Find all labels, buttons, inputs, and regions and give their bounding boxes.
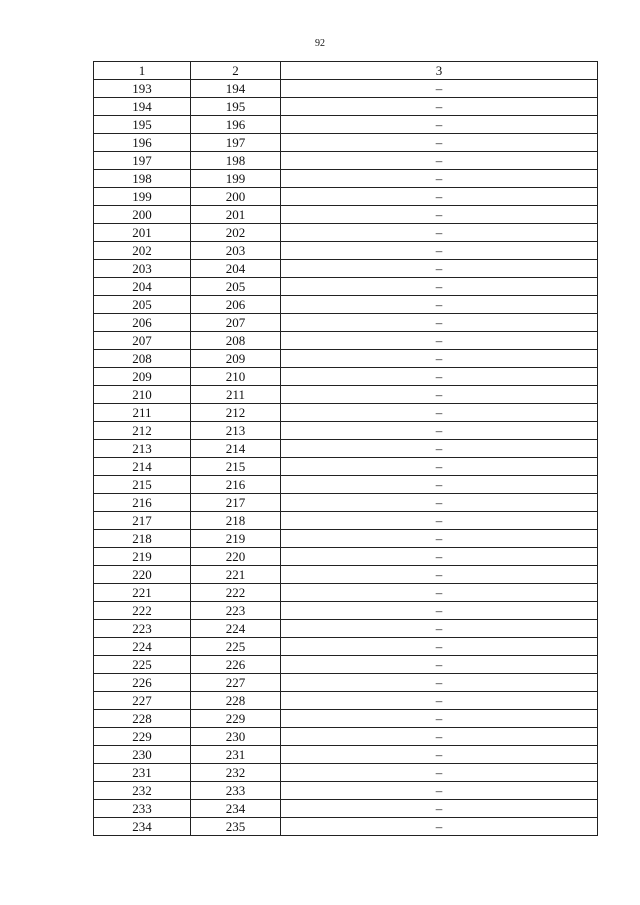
table-cell: 219 (191, 530, 281, 548)
table-cell: 225 (94, 656, 191, 674)
table-cell: – (281, 404, 598, 422)
table-row (94, 512, 598, 530)
table-cell: – (281, 584, 598, 602)
table-row (94, 134, 598, 152)
table-cell: 212 (94, 422, 191, 440)
table-cell: 199 (191, 170, 281, 188)
table-row (94, 80, 598, 98)
table-cell: 198 (191, 152, 281, 170)
table-cell: 205 (191, 278, 281, 296)
table-cell: – (281, 188, 598, 206)
table-cell: 225 (191, 638, 281, 656)
table-cell: 221 (94, 584, 191, 602)
table-cell: – (281, 638, 598, 656)
table-row (94, 296, 598, 314)
table-cell: 229 (191, 710, 281, 728)
table-cell: 215 (191, 458, 281, 476)
table-cell: – (281, 710, 598, 728)
table-row (94, 764, 598, 782)
table-cell: 226 (191, 656, 281, 674)
table-cell: 231 (191, 746, 281, 764)
table-row (94, 350, 598, 368)
table-cell: 231 (94, 764, 191, 782)
table-cell: 213 (94, 440, 191, 458)
table-row (94, 332, 598, 350)
table-cell: 224 (191, 620, 281, 638)
table-cell: – (281, 782, 598, 800)
table-cell: – (281, 620, 598, 638)
table-row (94, 404, 598, 422)
table-row (94, 260, 598, 278)
table-cell: 217 (191, 494, 281, 512)
table-cell: – (281, 314, 598, 332)
column-header: 3 (281, 62, 598, 80)
table-cell: – (281, 674, 598, 692)
table-cell: 215 (94, 476, 191, 494)
table-cell: 221 (191, 566, 281, 584)
table-row (94, 818, 598, 836)
table-cell: 207 (191, 314, 281, 332)
table-cell: 200 (94, 206, 191, 224)
table-cell: 218 (191, 512, 281, 530)
table-cell: 206 (94, 314, 191, 332)
table-cell: – (281, 800, 598, 818)
table-row (94, 800, 598, 818)
table-cell: 230 (191, 728, 281, 746)
table-cell: 216 (191, 476, 281, 494)
table-cell: 232 (94, 782, 191, 800)
table-cell: – (281, 692, 598, 710)
table-row (94, 224, 598, 242)
table-cell: 194 (94, 98, 191, 116)
table-cell: 193 (94, 80, 191, 98)
table-cell: 222 (191, 584, 281, 602)
table-row (94, 314, 598, 332)
table-cell: – (281, 224, 598, 242)
table-cell: 216 (94, 494, 191, 512)
table-cell: 196 (94, 134, 191, 152)
table-row (94, 584, 598, 602)
table-cell: 200 (191, 188, 281, 206)
table-cell: 232 (191, 764, 281, 782)
table-cell: 223 (94, 620, 191, 638)
table-cell: – (281, 530, 598, 548)
table-cell: 199 (94, 188, 191, 206)
table-cell: 227 (191, 674, 281, 692)
table-row (94, 476, 598, 494)
table-cell: 195 (191, 98, 281, 116)
table-cell: – (281, 332, 598, 350)
table-cell: 206 (191, 296, 281, 314)
table-cell: – (281, 512, 598, 530)
table-cell: – (281, 170, 598, 188)
table-row (94, 602, 598, 620)
table-cell: 204 (191, 260, 281, 278)
table-row (94, 458, 598, 476)
table-cell: 211 (94, 404, 191, 422)
table-cell: 211 (191, 386, 281, 404)
table-cell: 234 (191, 800, 281, 818)
table-cell: 212 (191, 404, 281, 422)
data-table (93, 61, 598, 836)
table-cell: 207 (94, 332, 191, 350)
table-cell: – (281, 350, 598, 368)
table-cell: 214 (191, 440, 281, 458)
table-cell: 194 (191, 80, 281, 98)
table-cell: 233 (191, 782, 281, 800)
table-row (94, 188, 598, 206)
table-cell: 223 (191, 602, 281, 620)
table-cell: 224 (94, 638, 191, 656)
table-cell: 213 (191, 422, 281, 440)
table-cell: – (281, 764, 598, 782)
table-row (94, 692, 598, 710)
table-cell: 204 (94, 278, 191, 296)
table-cell: 195 (94, 116, 191, 134)
table-row (94, 422, 598, 440)
table-cell: – (281, 476, 598, 494)
page-number: 92 (315, 38, 325, 49)
table-cell: – (281, 98, 598, 116)
table-cell: – (281, 458, 598, 476)
table-row (94, 548, 598, 566)
table-row (94, 782, 598, 800)
table-row (94, 710, 598, 728)
table-cell: 198 (94, 170, 191, 188)
table-row (94, 620, 598, 638)
table-cell: 226 (94, 674, 191, 692)
table-cell: 196 (191, 116, 281, 134)
table-row (94, 494, 598, 512)
table-cell: – (281, 134, 598, 152)
table-cell: 218 (94, 530, 191, 548)
table-cell: 234 (94, 818, 191, 836)
table-cell: 210 (191, 368, 281, 386)
table-row (94, 98, 598, 116)
table-cell: – (281, 80, 598, 98)
table-cell: – (281, 494, 598, 512)
table-body (94, 80, 598, 836)
table-cell: – (281, 548, 598, 566)
table-cell: 219 (94, 548, 191, 566)
table-row (94, 152, 598, 170)
table-cell: – (281, 386, 598, 404)
table-cell: 205 (94, 296, 191, 314)
table-cell: – (281, 368, 598, 386)
table-cell: 203 (191, 242, 281, 260)
table-cell: 220 (94, 566, 191, 584)
table-cell: 220 (191, 548, 281, 566)
table-cell: 203 (94, 260, 191, 278)
table-cell: 201 (94, 224, 191, 242)
table-row (94, 638, 598, 656)
table-cell: 227 (94, 692, 191, 710)
table-cell: – (281, 206, 598, 224)
table-cell: 202 (94, 242, 191, 260)
table-cell: 230 (94, 746, 191, 764)
table-cell: 201 (191, 206, 281, 224)
table-cell: 197 (94, 152, 191, 170)
table-cell: 209 (94, 368, 191, 386)
table-row (94, 728, 598, 746)
table-cell: 229 (94, 728, 191, 746)
table-row (94, 278, 598, 296)
table-cell: 210 (94, 386, 191, 404)
table-cell: 233 (94, 800, 191, 818)
table-cell: 214 (94, 458, 191, 476)
table-cell: – (281, 116, 598, 134)
column-header: 2 (191, 62, 281, 80)
table-cell: – (281, 422, 598, 440)
table-row (94, 746, 598, 764)
table-cell: – (281, 278, 598, 296)
table-row (94, 170, 598, 188)
table-row (94, 206, 598, 224)
table-cell: 197 (191, 134, 281, 152)
table-cell: – (281, 728, 598, 746)
table-row (94, 656, 598, 674)
column-header: 1 (94, 62, 191, 80)
table-row (94, 440, 598, 458)
table-cell: 202 (191, 224, 281, 242)
table-cell: – (281, 566, 598, 584)
table-cell: – (281, 152, 598, 170)
table-row (94, 116, 598, 134)
table-row (94, 386, 598, 404)
table-cell: – (281, 746, 598, 764)
table-cell: – (281, 656, 598, 674)
table-cell: – (281, 260, 598, 278)
table-cell: 235 (191, 818, 281, 836)
table-cell: – (281, 602, 598, 620)
table-cell: 228 (191, 692, 281, 710)
table-cell: 208 (191, 332, 281, 350)
table-cell: 217 (94, 512, 191, 530)
table-row (94, 566, 598, 584)
table-cell: 209 (191, 350, 281, 368)
table-cell: – (281, 440, 598, 458)
table-row (94, 242, 598, 260)
table-header-row (94, 62, 598, 80)
table-cell: – (281, 296, 598, 314)
table-row (94, 368, 598, 386)
table-cell: – (281, 242, 598, 260)
table-cell: 228 (94, 710, 191, 728)
table-cell: – (281, 818, 598, 836)
table-row (94, 530, 598, 548)
table-cell: 208 (94, 350, 191, 368)
table-cell: 222 (94, 602, 191, 620)
table-row (94, 674, 598, 692)
